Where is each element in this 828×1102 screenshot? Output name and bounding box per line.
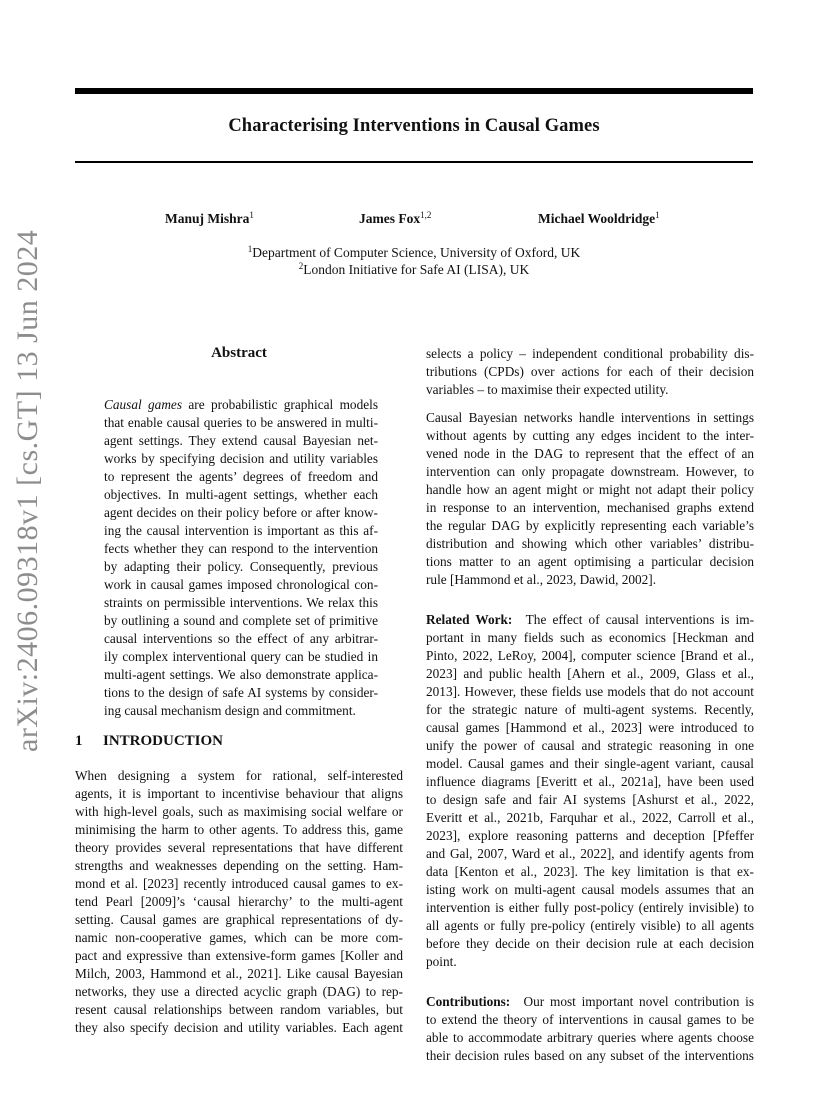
- affiliation-1: [75, 244, 753, 261]
- affil-text: London Initiative for Safe AI (LISA), UK: [303, 262, 530, 277]
- text-line: [104, 504, 378, 522]
- text-line: [426, 571, 754, 589]
- affil-mark: 1: [247, 244, 253, 254]
- line-text: 2013]. However, these fields use models that do not account: [426, 684, 754, 699]
- text-line: [426, 737, 754, 755]
- line-text: tions to the design of safe AI systems by consider-: [104, 685, 378, 700]
- line-text: selects a policy – independent conditional probability dis-: [426, 346, 754, 361]
- text-line: [104, 414, 378, 432]
- paragraph-related-work: [426, 611, 754, 971]
- text-line: [426, 701, 754, 719]
- text-line: [75, 839, 403, 857]
- text-line: [75, 965, 403, 983]
- text-line: [104, 558, 378, 576]
- text-line: [104, 612, 378, 630]
- run-in-heading: Related Work:: [426, 612, 513, 627]
- author-1: [165, 210, 254, 227]
- text-line: [75, 857, 403, 875]
- text-line: [104, 576, 378, 594]
- abstract-line: are probabilistic graphical models: [188, 397, 379, 412]
- text-line: [426, 629, 754, 647]
- line-text: multi-agent settings. We also demonstrate applica-: [104, 667, 378, 682]
- line-text: without agents by cutting any edges incident to the inter-: [426, 428, 754, 443]
- line-text: Our most important novel contribution is: [523, 994, 754, 1009]
- paragraph-contributions: [426, 993, 754, 1065]
- line-text: influence diagrams [Everitt et al., 2021a], have been used: [426, 774, 754, 789]
- line-text: agent settings. They extend causal Bayesian net-: [104, 433, 378, 448]
- line-text: vened node in the DAG to represent that the effect of an: [426, 446, 754, 461]
- line-text: rule [Hammond et al., 2023, Dawid, 2002].: [426, 572, 657, 587]
- line-text: portant in many fields such as economics [Heckman and: [426, 630, 754, 645]
- line-text: by outlining a sound and complete set of primitive: [104, 613, 378, 628]
- text-line: [75, 929, 403, 947]
- line-text: causal games [Hammond et al., 2023] were introduced to: [426, 720, 754, 735]
- author-affil-mark: 1: [655, 210, 660, 220]
- paragraph-continuation: [426, 345, 754, 399]
- text-line: [426, 755, 754, 773]
- line-text: 2023], explore reasoning patterns and deception [Pfeffer: [426, 828, 754, 843]
- line-text: distribution and showing which other variables’ distribu-: [426, 536, 754, 551]
- abstract-line-first: [104, 396, 378, 414]
- line-text: with high-level goals, such as maximising social welfare or: [75, 804, 403, 819]
- text-line: [75, 1001, 403, 1019]
- line-text: fects whether they can respond to the intervention: [104, 541, 378, 556]
- line-text: 2023] and public health [Ahern et al., 2009, Glass et al.,: [426, 666, 754, 681]
- text-line: [426, 553, 754, 571]
- line-text: objectives. In multi-agent settings, whether each: [104, 487, 378, 502]
- line-text: variables – to maximise their expected utility.: [426, 382, 669, 397]
- text-line: [104, 450, 378, 468]
- line-text: Causal Bayesian networks handle interventions in settings: [426, 410, 754, 425]
- line-text: ing the causal intervention is important as this af-: [104, 523, 378, 538]
- text-line: [75, 947, 403, 965]
- section-number: 1: [75, 733, 83, 749]
- line-text: model. Causal games and their single-agent variant, causal: [426, 756, 754, 771]
- text-line: [426, 1011, 754, 1029]
- line-text: strengths and weaknesses depending on the setting. Ham-: [75, 858, 403, 873]
- line-text: in response to an intervention, mechanised graphs extend: [426, 500, 754, 515]
- abstract-body: [104, 396, 378, 720]
- line-text: the regular DAG by explicitly representing each variable’s: [426, 518, 754, 533]
- line-text: to represent the agents’ degrees of freedom and: [104, 469, 378, 484]
- title-bottom-rule: [75, 161, 753, 163]
- line-text: Milch, 2003, Hammond et al., 2021]. Like causal Bayesian: [75, 966, 403, 981]
- text-line: [426, 917, 754, 935]
- text-line: [75, 767, 403, 785]
- line-text: ing causal mechanism design and commitment.: [104, 703, 356, 718]
- line-text: all agents or fully pre-policy (entirely visible) to all agents: [426, 918, 754, 933]
- line-text: intervention is either fully post-policy (entirely invisible) to: [426, 900, 754, 915]
- text-line: [426, 611, 754, 629]
- line-text: The effect of causal interventions is im-: [525, 612, 754, 627]
- run-in-heading: Contributions:: [426, 994, 511, 1009]
- text-line: [104, 630, 378, 648]
- section-title: INTRODUCTION: [103, 733, 224, 749]
- text-line: [426, 409, 754, 427]
- text-line: [426, 463, 754, 481]
- text-line: [426, 863, 754, 881]
- text-line: [104, 702, 378, 720]
- text-line: [426, 935, 754, 953]
- text-line: [104, 648, 378, 666]
- text-line: [75, 1019, 403, 1037]
- abstract-lead-italic: Causal games: [104, 397, 183, 412]
- text-line: [75, 803, 403, 821]
- line-text: their decision rules based on any subset of the interventions: [426, 1048, 754, 1063]
- text-line: [426, 665, 754, 683]
- text-line: [426, 773, 754, 791]
- author-affil-mark: 1,2: [420, 210, 432, 220]
- text-line: [75, 785, 403, 803]
- author-name: James Fox: [359, 211, 421, 226]
- text-line: [104, 540, 378, 558]
- text-line: [104, 486, 378, 504]
- text-line: [426, 899, 754, 917]
- text-line: [104, 522, 378, 540]
- text-line: [104, 468, 378, 486]
- text-line: [426, 647, 754, 665]
- text-line: [104, 594, 378, 612]
- paper-title: Characterising Interventions in Causal Games: [228, 116, 600, 136]
- author-name: Michael Wooldridge: [538, 211, 656, 226]
- text-line: [426, 345, 754, 363]
- text-line: [426, 381, 754, 399]
- line-text: networks, they use a directed acyclic graph (DAG) to rep-: [75, 984, 403, 999]
- line-text: minimising the harm to other agents. To address this, game: [75, 822, 403, 837]
- text-line: [426, 499, 754, 517]
- line-text: data [Kenton et al., 2023]. The key limitation is that ex-: [426, 864, 754, 879]
- section-heading-introduction: [75, 733, 223, 750]
- line-text: to extend the theory of interventions in causal games to be: [426, 1012, 754, 1027]
- author-3: [538, 210, 660, 227]
- text-line: [426, 363, 754, 381]
- line-text: straints on permissible interventions. We relax this: [104, 595, 378, 610]
- line-text: theory provides several representations that have different: [75, 840, 403, 855]
- line-text: by adapting their policy. Consequently, previous: [104, 559, 378, 574]
- text-line: [426, 535, 754, 553]
- affil-text: Department of Computer Science, University of Oxford, UK: [252, 245, 581, 260]
- line-text: able to accommodate arbitrary queries where agents choose: [426, 1030, 754, 1045]
- line-text: tend Pearl [2009]’s ‘causal hierarchy’ to the multi-agent: [75, 894, 403, 909]
- text-line: [75, 983, 403, 1001]
- text-line: [426, 719, 754, 737]
- line-text: and Gal, 2007, Ward et al., 2022], and identify agents from: [426, 846, 754, 861]
- line-text: intervention can only propagate downstream. However, to: [426, 464, 754, 479]
- line-text: setting. Causal games are graphical representations of dy-: [75, 912, 403, 927]
- line-text: agent decides on their policy before or after know-: [104, 505, 378, 520]
- affiliation-2: [75, 261, 753, 278]
- line-text: Pinto, 2022, LeRoy, 2004], computer science [Brand et al.,: [426, 648, 754, 663]
- line-text: ily complex interventional query can be studied in: [104, 649, 378, 664]
- text-line: [426, 517, 754, 535]
- text-line: [426, 427, 754, 445]
- text-line: [75, 821, 403, 839]
- text-line: [426, 953, 754, 971]
- text-line: [104, 432, 378, 450]
- right-column: [426, 345, 754, 1075]
- text-line: [75, 911, 403, 929]
- line-text: works by specifying decision and utility variables: [104, 451, 378, 466]
- line-text: isting work on multi-agent causal models assumes that an: [426, 882, 754, 897]
- line-text: before they decide on their decision rule at each decision: [426, 936, 754, 951]
- line-text: they also specify decision and utility variables. Each agent: [75, 1020, 403, 1035]
- line-text: tributions (CPDs) over actions for each of their decision: [426, 364, 754, 379]
- author-name: Manuj Mishra: [165, 211, 250, 226]
- line-text: handle how an agent might or might not adapt their policy: [426, 482, 754, 497]
- line-text: work in causal games imposed chronological con-: [104, 577, 378, 592]
- text-line: [426, 809, 754, 827]
- author-2: [359, 210, 431, 227]
- line-text: to design safe and fair AI systems [Ashurst et al., 2022,: [426, 792, 754, 807]
- text-line: [426, 683, 754, 701]
- text-line: [426, 1047, 754, 1065]
- text-line: [426, 481, 754, 499]
- line-text: Everitt et al., 2021b, Farquhar et al., 2022, Carroll et al.,: [426, 810, 754, 825]
- affil-mark: 2: [298, 261, 304, 271]
- line-text: tions matter to an agent optimising a particular decision: [426, 554, 754, 569]
- text-line: [426, 881, 754, 899]
- arxiv-identifier[interactable]: arXiv:2406.09318v1 [cs.GT] 13 Jun 2024: [11, 229, 44, 752]
- line-text: When designing a system for rational, self-interested: [75, 768, 403, 783]
- line-text: causal interventions so the effect of any arbitrar-: [104, 631, 378, 646]
- text-line: [104, 666, 378, 684]
- line-text: resent causal relationships between random variables, but: [75, 1002, 403, 1017]
- line-text: point.: [426, 954, 457, 969]
- text-line: [426, 993, 754, 1011]
- text-line: [426, 827, 754, 845]
- line-text: mond et al. [2023] recently introduced causal games to ex-: [75, 876, 403, 891]
- author-affil-mark: 1: [249, 210, 254, 220]
- paragraph-interventions: [426, 409, 754, 589]
- title-top-rule: [75, 88, 753, 94]
- text-line: [426, 445, 754, 463]
- line-text: unify the power of causal and strategic reasoning in one: [426, 738, 754, 753]
- line-text: pact and expressive than extensive-form games [Koller and: [75, 948, 403, 963]
- introduction-body: [75, 767, 403, 1037]
- text-line: [104, 684, 378, 702]
- text-line: [426, 845, 754, 863]
- text-line: [75, 893, 403, 911]
- line-text: namic non-cooperative games, which can be more com-: [75, 930, 403, 945]
- line-text: agents, it is important to incentivise behaviour that aligns: [75, 786, 403, 801]
- text-line: [426, 791, 754, 809]
- line-text: for the strategic nature of multi-agent systems. Recently,: [426, 702, 754, 717]
- text-line: [75, 875, 403, 893]
- text-line: [426, 1029, 754, 1047]
- abstract-heading: Abstract: [211, 345, 267, 361]
- line-text: that enable causal queries to be answered in multi-: [104, 415, 378, 430]
